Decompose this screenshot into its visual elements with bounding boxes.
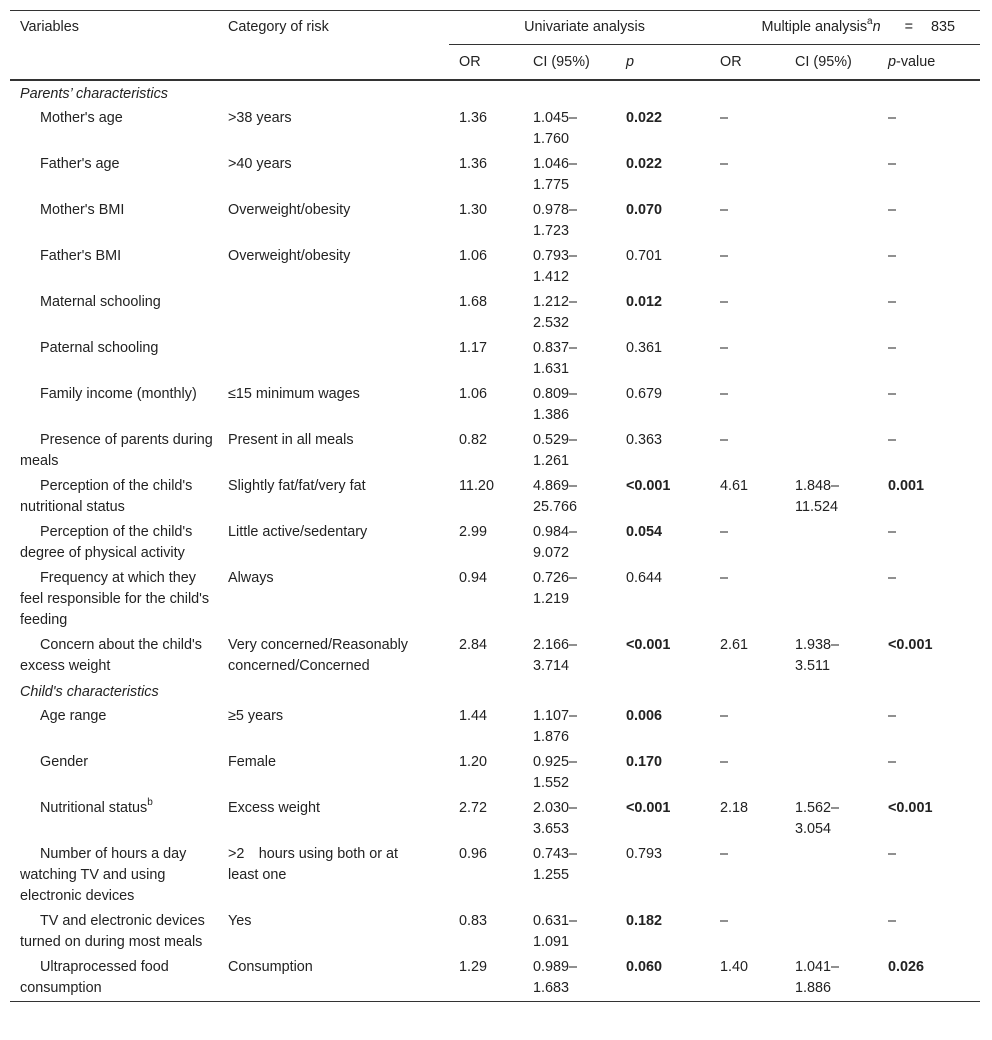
multiple-or-cell: 1.40 (720, 959, 749, 975)
multiple-ci-cell (795, 909, 888, 955)
variable-name: Perception of the child's degree of physical activity (20, 524, 193, 561)
table-header (10, 11, 980, 81)
variable-name: Mother's age (40, 110, 123, 126)
p-cell: 0.644 (626, 570, 663, 586)
or-cell: 2.84 (459, 637, 488, 653)
multiple-or-cell: – (720, 754, 729, 770)
category-cell: Present in all meals (228, 432, 354, 448)
multiple-or-cell: – (720, 386, 729, 402)
p-cell: 0.054 (626, 524, 663, 540)
or-cell: 0.94 (459, 570, 488, 586)
multiple-p-cell: 0.026 (888, 959, 925, 975)
results-table (10, 10, 980, 1002)
results-table-container (10, 10, 980, 1002)
or-cell: 0.82 (459, 432, 488, 448)
p-cell: 0.012 (626, 294, 663, 310)
or-cell: 2.72 (459, 800, 488, 816)
variable-name: Maternal schooling (40, 294, 161, 310)
variable-cell (10, 382, 228, 428)
category-cell: Overweight/obesity (228, 202, 351, 218)
multiple-p-cell: <0.001 (888, 637, 933, 653)
table-row (10, 520, 980, 566)
p-cell: 0.022 (626, 110, 663, 126)
section-title-parents: Parents’ characteristics (20, 86, 168, 102)
ci-cell: 0.809–1.386 (533, 386, 578, 423)
category-cell: Excess weight (228, 800, 320, 816)
ci-cell: 0.984–9.072 (533, 524, 578, 561)
or-cell: 0.83 (459, 913, 488, 929)
variable-name: Nutritional status (40, 800, 148, 816)
multiple-or-cell: – (720, 570, 729, 586)
ci-cell: 0.743–1.255 (533, 846, 578, 883)
category-cell: Consumption (228, 959, 313, 975)
multiple-ci-cell (795, 750, 888, 796)
multiple-or-cell: 4.61 (720, 478, 749, 494)
header-univariate: Univariate analysis (524, 19, 645, 35)
multiple-p-cell: – (888, 386, 897, 402)
multiple-p-cell: – (888, 754, 897, 770)
multiple-ci-cell (795, 566, 888, 633)
p-cell: 0.361 (626, 340, 663, 356)
p-cell: 0.363 (626, 432, 663, 448)
multiple-ci-cell (795, 704, 888, 750)
multiple-ci-cell: 1.938–3.511 (795, 637, 840, 674)
multiple-or-cell: 2.61 (720, 637, 749, 653)
variable-cell (10, 152, 228, 198)
variable-cell (10, 290, 228, 336)
table-row (10, 909, 980, 955)
header-or: OR (449, 45, 533, 81)
header-multiple-n: n (872, 19, 881, 35)
header-multiple-eq: = (904, 19, 914, 35)
variable-cell (10, 336, 228, 382)
header-multiple-sup: a (867, 16, 873, 28)
multiple-p-cell: – (888, 202, 897, 218)
multiple-ci-cell: 1.041–1.886 (795, 959, 840, 996)
multiple-p-cell: – (888, 432, 897, 448)
p-cell: 0.070 (626, 202, 663, 218)
multiple-p-cell: – (888, 294, 897, 310)
p-cell: 0.679 (626, 386, 663, 402)
section-title-child: Child's characteristics (20, 684, 159, 700)
multiple-or-cell: – (720, 294, 729, 310)
variable-cell (10, 244, 228, 290)
section-row-parents (10, 80, 980, 106)
category-cell: ≥5 years (228, 708, 284, 724)
table-row (10, 566, 980, 633)
category-cell (228, 290, 449, 336)
multiple-p-cell: – (888, 846, 897, 862)
multiple-p-cell: – (888, 248, 897, 264)
multiple-or-cell: – (720, 340, 729, 356)
or-cell: 1.30 (459, 202, 488, 218)
ci-cell: 1.046–1.775 (533, 156, 578, 193)
multiple-or-cell: – (720, 202, 729, 218)
category-cell: Female (228, 754, 276, 770)
multiple-p-cell: – (888, 156, 897, 172)
ci-cell: 1.045–1.760 (533, 110, 578, 147)
category-cell: Slightly fat/fat/very fat (228, 478, 366, 494)
variable-cell (10, 566, 228, 633)
variable-cell (10, 520, 228, 566)
ci-cell: 0.726–1.219 (533, 570, 578, 607)
ci-cell: 4.869–25.766 (533, 478, 578, 515)
multiple-ci-cell (795, 428, 888, 474)
variable-cell (10, 842, 228, 909)
multiple-p-cell: – (888, 340, 897, 356)
table-row (10, 633, 980, 679)
multiple-p-cell: – (888, 570, 897, 586)
category-cell: >2 hours using both or at least one (228, 846, 398, 883)
table-body (10, 80, 980, 1002)
multiple-ci-cell (795, 336, 888, 382)
variable-cell (10, 955, 228, 1002)
table-row (10, 750, 980, 796)
table-row (10, 955, 980, 1002)
table-row (10, 290, 980, 336)
multiple-p-cell: <0.001 (888, 800, 933, 816)
variable-name: Presence of parents during meals (20, 432, 213, 469)
ci-cell: 2.030–3.653 (533, 800, 578, 837)
ci-cell: 0.529–1.261 (533, 432, 578, 469)
table-row (10, 428, 980, 474)
category-cell: >40 years (228, 156, 292, 172)
header-p-value-italic: p (888, 54, 897, 70)
table-row (10, 842, 980, 909)
variable-name: TV and electronic devices turned on during most meals (20, 913, 205, 950)
ci-cell: 1.212–2.532 (533, 294, 578, 331)
or-cell: 1.36 (459, 110, 488, 126)
ci-cell: 2.166–3.714 (533, 637, 578, 674)
or-cell: 1.44 (459, 708, 488, 724)
or-cell: 1.06 (459, 248, 488, 264)
ci-cell: 0.989–1.683 (533, 959, 578, 996)
header-p-value (888, 45, 980, 81)
or-cell: 2.99 (459, 524, 488, 540)
header-variables: Variables (20, 19, 79, 35)
table-row (10, 474, 980, 520)
variable-name: Frequency at which they feel responsible for the child's feeding (20, 570, 210, 628)
variable-name: Age range (40, 708, 107, 724)
p-cell: 0.006 (626, 708, 663, 724)
header-multiple-label: Multiple analysis (761, 19, 868, 35)
ci-cell: 0.925–1.552 (533, 754, 578, 791)
header-ci-multiple: CI (95%) (795, 45, 888, 81)
multiple-ci-cell (795, 106, 888, 152)
p-cell: 0.182 (626, 913, 663, 929)
multiple-or-cell: – (720, 248, 729, 264)
or-cell: 1.68 (459, 294, 488, 310)
variable-name: Paternal schooling (40, 340, 159, 356)
category-cell: Overweight/obesity (228, 248, 351, 264)
p-cell: 0.170 (626, 754, 663, 770)
header-p-value-rest: -value (896, 54, 936, 70)
multiple-ci-cell: 1.562–3.054 (795, 800, 840, 837)
variable-cell (10, 198, 228, 244)
or-cell: 1.17 (459, 340, 488, 356)
header-ci: CI (95%) (533, 45, 626, 81)
multiple-ci-cell (795, 244, 888, 290)
table-row (10, 198, 980, 244)
p-cell: 0.793 (626, 846, 663, 862)
multiple-p-cell: – (888, 913, 897, 929)
category-cell (228, 336, 449, 382)
variable-name: Concern about the child's excess weight (20, 637, 202, 674)
variable-cell (10, 704, 228, 750)
p-cell: 0.022 (626, 156, 663, 172)
table-row (10, 152, 980, 198)
variable-name: Perception of the child's nutritional status (20, 478, 193, 515)
header-p: p (626, 45, 720, 81)
multiple-ci-cell (795, 290, 888, 336)
variable-name: Number of hours a day watching TV and using electronic devices (20, 846, 187, 904)
category-cell: Yes (228, 913, 252, 929)
category-cell: >38 years (228, 110, 292, 126)
category-cell: Very concerned/Reasonably concerned/Concerned (228, 637, 408, 674)
ci-cell: 1.107–1.876 (533, 708, 578, 745)
variable-cell (10, 106, 228, 152)
p-cell: <0.001 (626, 478, 671, 494)
category-cell: Little active/sedentary (228, 524, 368, 540)
multiple-or-cell: – (720, 846, 729, 862)
header-category: Category of risk (228, 19, 329, 35)
variable-name: Gender (40, 754, 88, 770)
variable-cell (10, 474, 228, 520)
multiple-p-cell: – (888, 110, 897, 126)
or-cell: 1.29 (459, 959, 488, 975)
header-multiple (720, 11, 980, 45)
p-cell: 0.060 (626, 959, 663, 975)
variable-name: Father's BMI (40, 248, 122, 264)
category-cell: ≤15 minimum wages (228, 386, 360, 402)
multiple-ci-cell (795, 520, 888, 566)
variable-name: Mother's BMI (40, 202, 125, 218)
variable-name: Father's age (40, 156, 120, 172)
multiple-or-cell: – (720, 110, 729, 126)
ci-cell: 0.978–1.723 (533, 202, 578, 239)
or-cell: 1.36 (459, 156, 488, 172)
category-cell: Always (228, 570, 274, 586)
variable-cell (10, 909, 228, 955)
p-cell: <0.001 (626, 637, 671, 653)
or-cell: 1.06 (459, 386, 488, 402)
or-cell: 1.20 (459, 754, 488, 770)
p-cell: <0.001 (626, 800, 671, 816)
variable-footnote: b (147, 797, 153, 809)
table-row (10, 244, 980, 290)
table-row (10, 336, 980, 382)
multiple-p-cell: – (888, 708, 897, 724)
multiple-ci-cell (795, 382, 888, 428)
multiple-or-cell: 2.18 (720, 800, 749, 816)
header-multiple-count: 835 (931, 19, 956, 35)
multiple-p-cell: 0.001 (888, 478, 925, 494)
table-row (10, 382, 980, 428)
p-cell: 0.701 (626, 248, 663, 264)
or-cell: 11.20 (459, 478, 494, 494)
header-or-multiple: OR (720, 45, 795, 81)
multiple-or-cell: – (720, 708, 729, 724)
multiple-ci-cell: 1.848–11.524 (795, 478, 840, 515)
variable-name: Ultraprocessed food consumption (20, 959, 169, 996)
table-row (10, 796, 980, 842)
multiple-or-cell: – (720, 913, 729, 929)
multiple-ci-cell (795, 842, 888, 909)
variable-name: Family income (monthly) (40, 386, 197, 402)
ci-cell: 0.837–1.631 (533, 340, 578, 377)
or-cell: 0.96 (459, 846, 488, 862)
multiple-ci-cell (795, 198, 888, 244)
section-row-child (10, 679, 980, 704)
multiple-or-cell: – (720, 432, 729, 448)
multiple-p-cell: – (888, 524, 897, 540)
multiple-ci-cell (795, 152, 888, 198)
table-row (10, 704, 980, 750)
ci-cell: 0.793–1.412 (533, 248, 578, 285)
multiple-or-cell: – (720, 524, 729, 540)
ci-cell: 0.631–1.091 (533, 913, 578, 950)
table-row (10, 106, 980, 152)
variable-cell (10, 428, 228, 474)
multiple-or-cell: – (720, 156, 729, 172)
variable-cell (10, 796, 228, 842)
variable-cell (10, 633, 228, 679)
variable-cell (10, 750, 228, 796)
